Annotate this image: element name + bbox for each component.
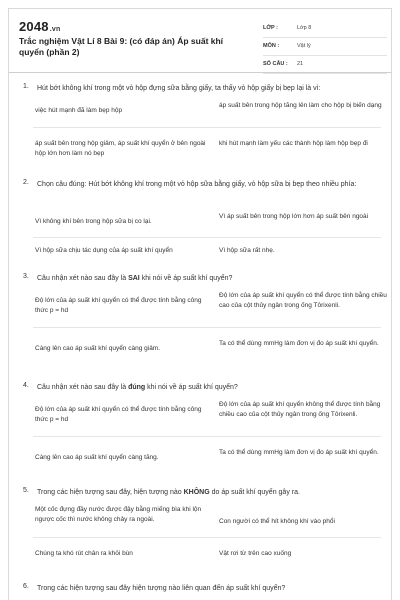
answer-option-d[interactable]: Vật rơi từ trên cao xuống bbox=[219, 550, 292, 557]
question-number: 4. bbox=[23, 382, 29, 389]
question-text: Chọn câu đúng: Hút bớt không khí trong một vỏ hộp sữa bằng giấy, vỏ hộp sữa bị bẹp theo nhiều phía: bbox=[37, 181, 357, 188]
question-number: 1. bbox=[23, 83, 29, 90]
header-divider bbox=[9, 72, 391, 73]
question-text-bold: SAI bbox=[128, 275, 140, 282]
answer-option-d[interactable]: Ta có thể dùng mmHg làm đơn vị đo áp suất khí quyển. bbox=[219, 449, 379, 456]
question-number: 3. bbox=[23, 273, 29, 280]
answer-option-a[interactable]: Một cốc đựng đầy nước được đậy bằng miếng bìa khi lộn ngược cốc thì nước không chảy ra ngoài. bbox=[35, 506, 202, 523]
document-page bbox=[8, 8, 392, 600]
question-text: Hút bớt không khí trong một vỏ hộp đựng sữa bằng giấy, ta thấy vỏ hộp giấy bị bẹp lại là vì: bbox=[37, 85, 321, 92]
question-text-bold: KHÔNG bbox=[183, 489, 210, 496]
meta-row-class bbox=[263, 23, 387, 38]
site-logo[interactable] bbox=[19, 19, 60, 34]
meta-row-subject bbox=[263, 41, 387, 56]
question-text: Trong các hiện tượng sau đây hiện tượng nào liên quan đến áp suất khí quyển? bbox=[37, 585, 286, 592]
page-title: Trắc nghiệm Vật Lí 8 Bài 9: (có đáp án) Áp suất khí quyển (phần 2) bbox=[19, 36, 224, 57]
answer-option-b[interactable]: Con người có thể hít không khí vào phổi bbox=[219, 518, 335, 525]
question-text bbox=[37, 382, 377, 393]
question-text bbox=[37, 487, 377, 498]
option-divider bbox=[33, 537, 381, 538]
question-text bbox=[37, 273, 377, 284]
question-1 bbox=[23, 83, 382, 179]
meta-key: SỐ CÂU : bbox=[263, 61, 288, 67]
meta-info bbox=[263, 23, 387, 77]
question-2 bbox=[23, 179, 379, 269]
question-3 bbox=[23, 273, 387, 373]
answer-option-c[interactable]: Càng lên cao áp suất khí quyển càng tăng. bbox=[35, 454, 159, 461]
answer-option-b[interactable]: Độ lớn của áp suất khí quyển không thể được tính bằng chiều cao của cột thủy ngân trong ống Tôrixenli. bbox=[219, 401, 381, 418]
answer-option-d[interactable]: khi hút mạnh làm yếu các thành hộp làm hộp bẹp đi bbox=[219, 140, 368, 147]
question-number: 5. bbox=[23, 487, 29, 494]
question-text-before: Câu nhận xét nào sau đây là bbox=[37, 384, 129, 391]
logo-text: 2048 bbox=[19, 19, 49, 34]
answer-option-b[interactable]: Vì áp suất bên trong hộp lớn hơn áp suất bên ngoài bbox=[219, 213, 369, 220]
answer-option-a[interactable]: việc hút mạnh đã làm bẹp hộp bbox=[35, 107, 123, 114]
document-header bbox=[17, 15, 387, 67]
question-text-before: Trong các hiện tượng sau đây, hiện tượng nào bbox=[37, 489, 184, 496]
meta-value: 21 bbox=[297, 61, 304, 67]
answer-option-c[interactable]: Càng lên cao áp suất khí quyển càng giảm. bbox=[35, 345, 161, 352]
answer-option-a[interactable]: Độ lớn của áp suất khí quyển có thể được tính bằng công thức p = hd bbox=[35, 297, 202, 314]
question-number: 2. bbox=[23, 179, 29, 186]
answer-option-b[interactable]: Độ lớn của áp suất khí quyển có thể được tính bằng chiều cao của cột thủy ngân trong ống Tôrixenli. bbox=[219, 292, 387, 309]
answer-option-a[interactable]: Vì không khí bên trong hộp sữa bị co lại. bbox=[35, 218, 152, 225]
question-text-after: do áp suất khí quyển gây ra. bbox=[209, 489, 300, 496]
meta-value: Lớp 8 bbox=[297, 25, 312, 31]
answer-option-d[interactable]: Ta có thể dùng mmHg làm đơn vị đo áp suất khí quyển. bbox=[219, 340, 379, 347]
question-text-after: khi nói về áp suất khí quyển? bbox=[145, 384, 238, 391]
question-4 bbox=[23, 382, 379, 482]
meta-key: MÔN : bbox=[263, 43, 280, 49]
answer-option-c[interactable]: Chúng ta khó rút chân ra khỏi bùn bbox=[35, 550, 133, 557]
question-text-after: khi nói về áp suất khí quyển? bbox=[139, 275, 233, 282]
option-divider bbox=[33, 237, 381, 238]
question-text-before: Câu nhận xét nào sau đây là bbox=[37, 275, 129, 282]
question-number: 6. bbox=[23, 583, 29, 590]
option-divider bbox=[33, 127, 381, 128]
question-text-bold: đúng bbox=[128, 384, 146, 391]
answer-option-a[interactable]: Độ lớn của áp suất khí quyển có thể được tính bằng công thức p = hd bbox=[35, 406, 202, 423]
answer-option-d[interactable]: Vì hộp sữa rất nhẹ. bbox=[219, 247, 275, 254]
option-divider bbox=[33, 327, 381, 328]
question-5 bbox=[23, 487, 379, 582]
logo-suffix: .vn bbox=[49, 26, 61, 33]
question-6 bbox=[23, 583, 379, 597]
meta-key: LỚP : bbox=[263, 25, 278, 31]
option-divider bbox=[33, 436, 381, 437]
meta-value: Vật lý bbox=[297, 43, 311, 49]
answer-option-c[interactable]: áp suất bên trong hộp giảm, áp suất khí quyển ở bên ngoài hộp lớn hơn làm nó bẹp bbox=[35, 140, 206, 157]
answer-option-c[interactable]: Vì hộp sữa chịu tác dụng của áp suất khí quyển bbox=[35, 247, 173, 254]
answer-option-b[interactable]: áp suất bên trong hộp tăng lên làm cho hộp bị biến dạng bbox=[219, 102, 382, 109]
